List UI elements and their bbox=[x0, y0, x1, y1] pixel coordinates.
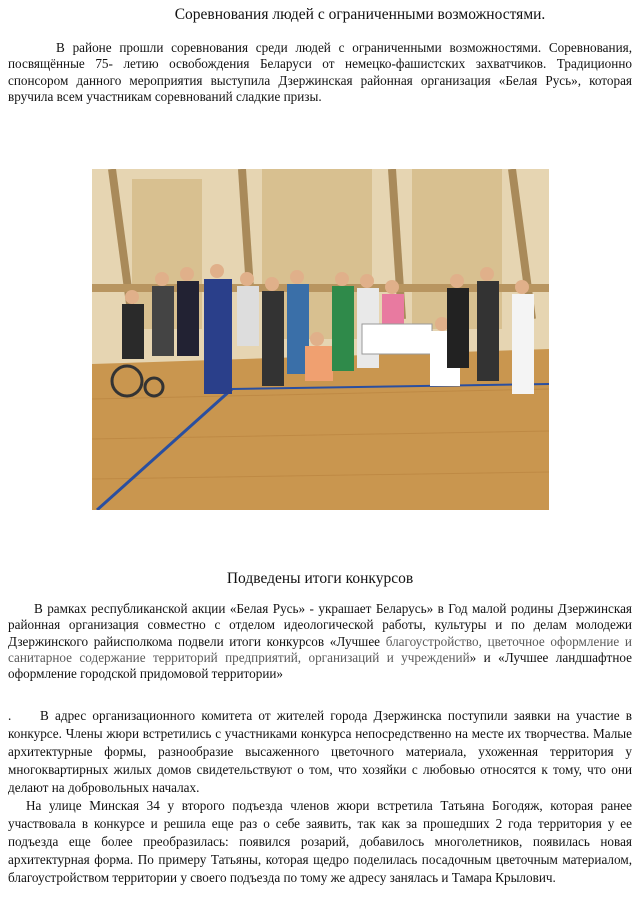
article-paragraph-2 bbox=[8, 707, 632, 797]
article-title-competition: Соревнования людей с ограниченными возможностями. bbox=[174, 6, 546, 23]
paragraph-1-gray-text: благоустройство, цветочное оформление и санитарное содержание территорий предприятий, организаций и учреждений bbox=[8, 633, 632, 665]
article-paragraph-1 bbox=[8, 601, 632, 682]
group-photo-drawing bbox=[92, 169, 549, 510]
article-title-contests: Подведены итоги конкурсов bbox=[226, 570, 414, 587]
paragraph-1-end: » и «Лучшее ландшафтное оформление городской придомовой территории» bbox=[8, 649, 632, 682]
group-photo bbox=[92, 169, 549, 510]
paragraph-2-text: В адрес организационного комитета от жителей города Дзержинска поступили заявки на участие в конкурсе. Члены жюри встретились с участниками конкурса непосредственно на месте их творчества. Малые архитектурные формы, разнообразие высаженного цветочного материала, ухоженная территория у многоквартирных жилых домов свидетельствуют о том, что хозяйки с любовью относятся к тому, что они делают на добровольных началах. bbox=[8, 708, 632, 796]
article-body-competition: В районе прошли соревнования среди людей с ограниченными возможностями. Соревнования, посвящённые 75- летию освобождения Беларуси от немецко-фашистских захватчиков. Традиционно спонсором данного мероприятия выступила Дзержинская районная организация «Белая Русь», которая вручила всем участникам соревнований сладкие призы. bbox=[8, 40, 632, 104]
paragraph-1-start: В рамках республиканской акции «Белая Русь» - украшает Беларусь» в Год малой родины Дзержинская районная организация совместно с отделом идеологической работы, культуры и по делам молодежи Дзержинского райисполкома подвели итоги конкурсов «Лучшее bbox=[8, 601, 632, 649]
paragraph-2-dot: . bbox=[8, 708, 12, 723]
article-paragraph-3: На улице Минская 34 у второго подъезда членов жюри встретила Татьяна Богодяж, которая ранее участвовала в конкурсе и решила еще раз о себе заявить, так как за прошедших 2 года территория у ее подъезда еще более преобразилась: появился розарий, добавилось многолетников, появилась новая архитектурная форма. По примеру Татьяны, которая щедро поделилась посадочным цветочным материалом, благоустройством территории у своего подъезда по тому же адресу занялась и Тамара Крылович. bbox=[8, 798, 632, 886]
